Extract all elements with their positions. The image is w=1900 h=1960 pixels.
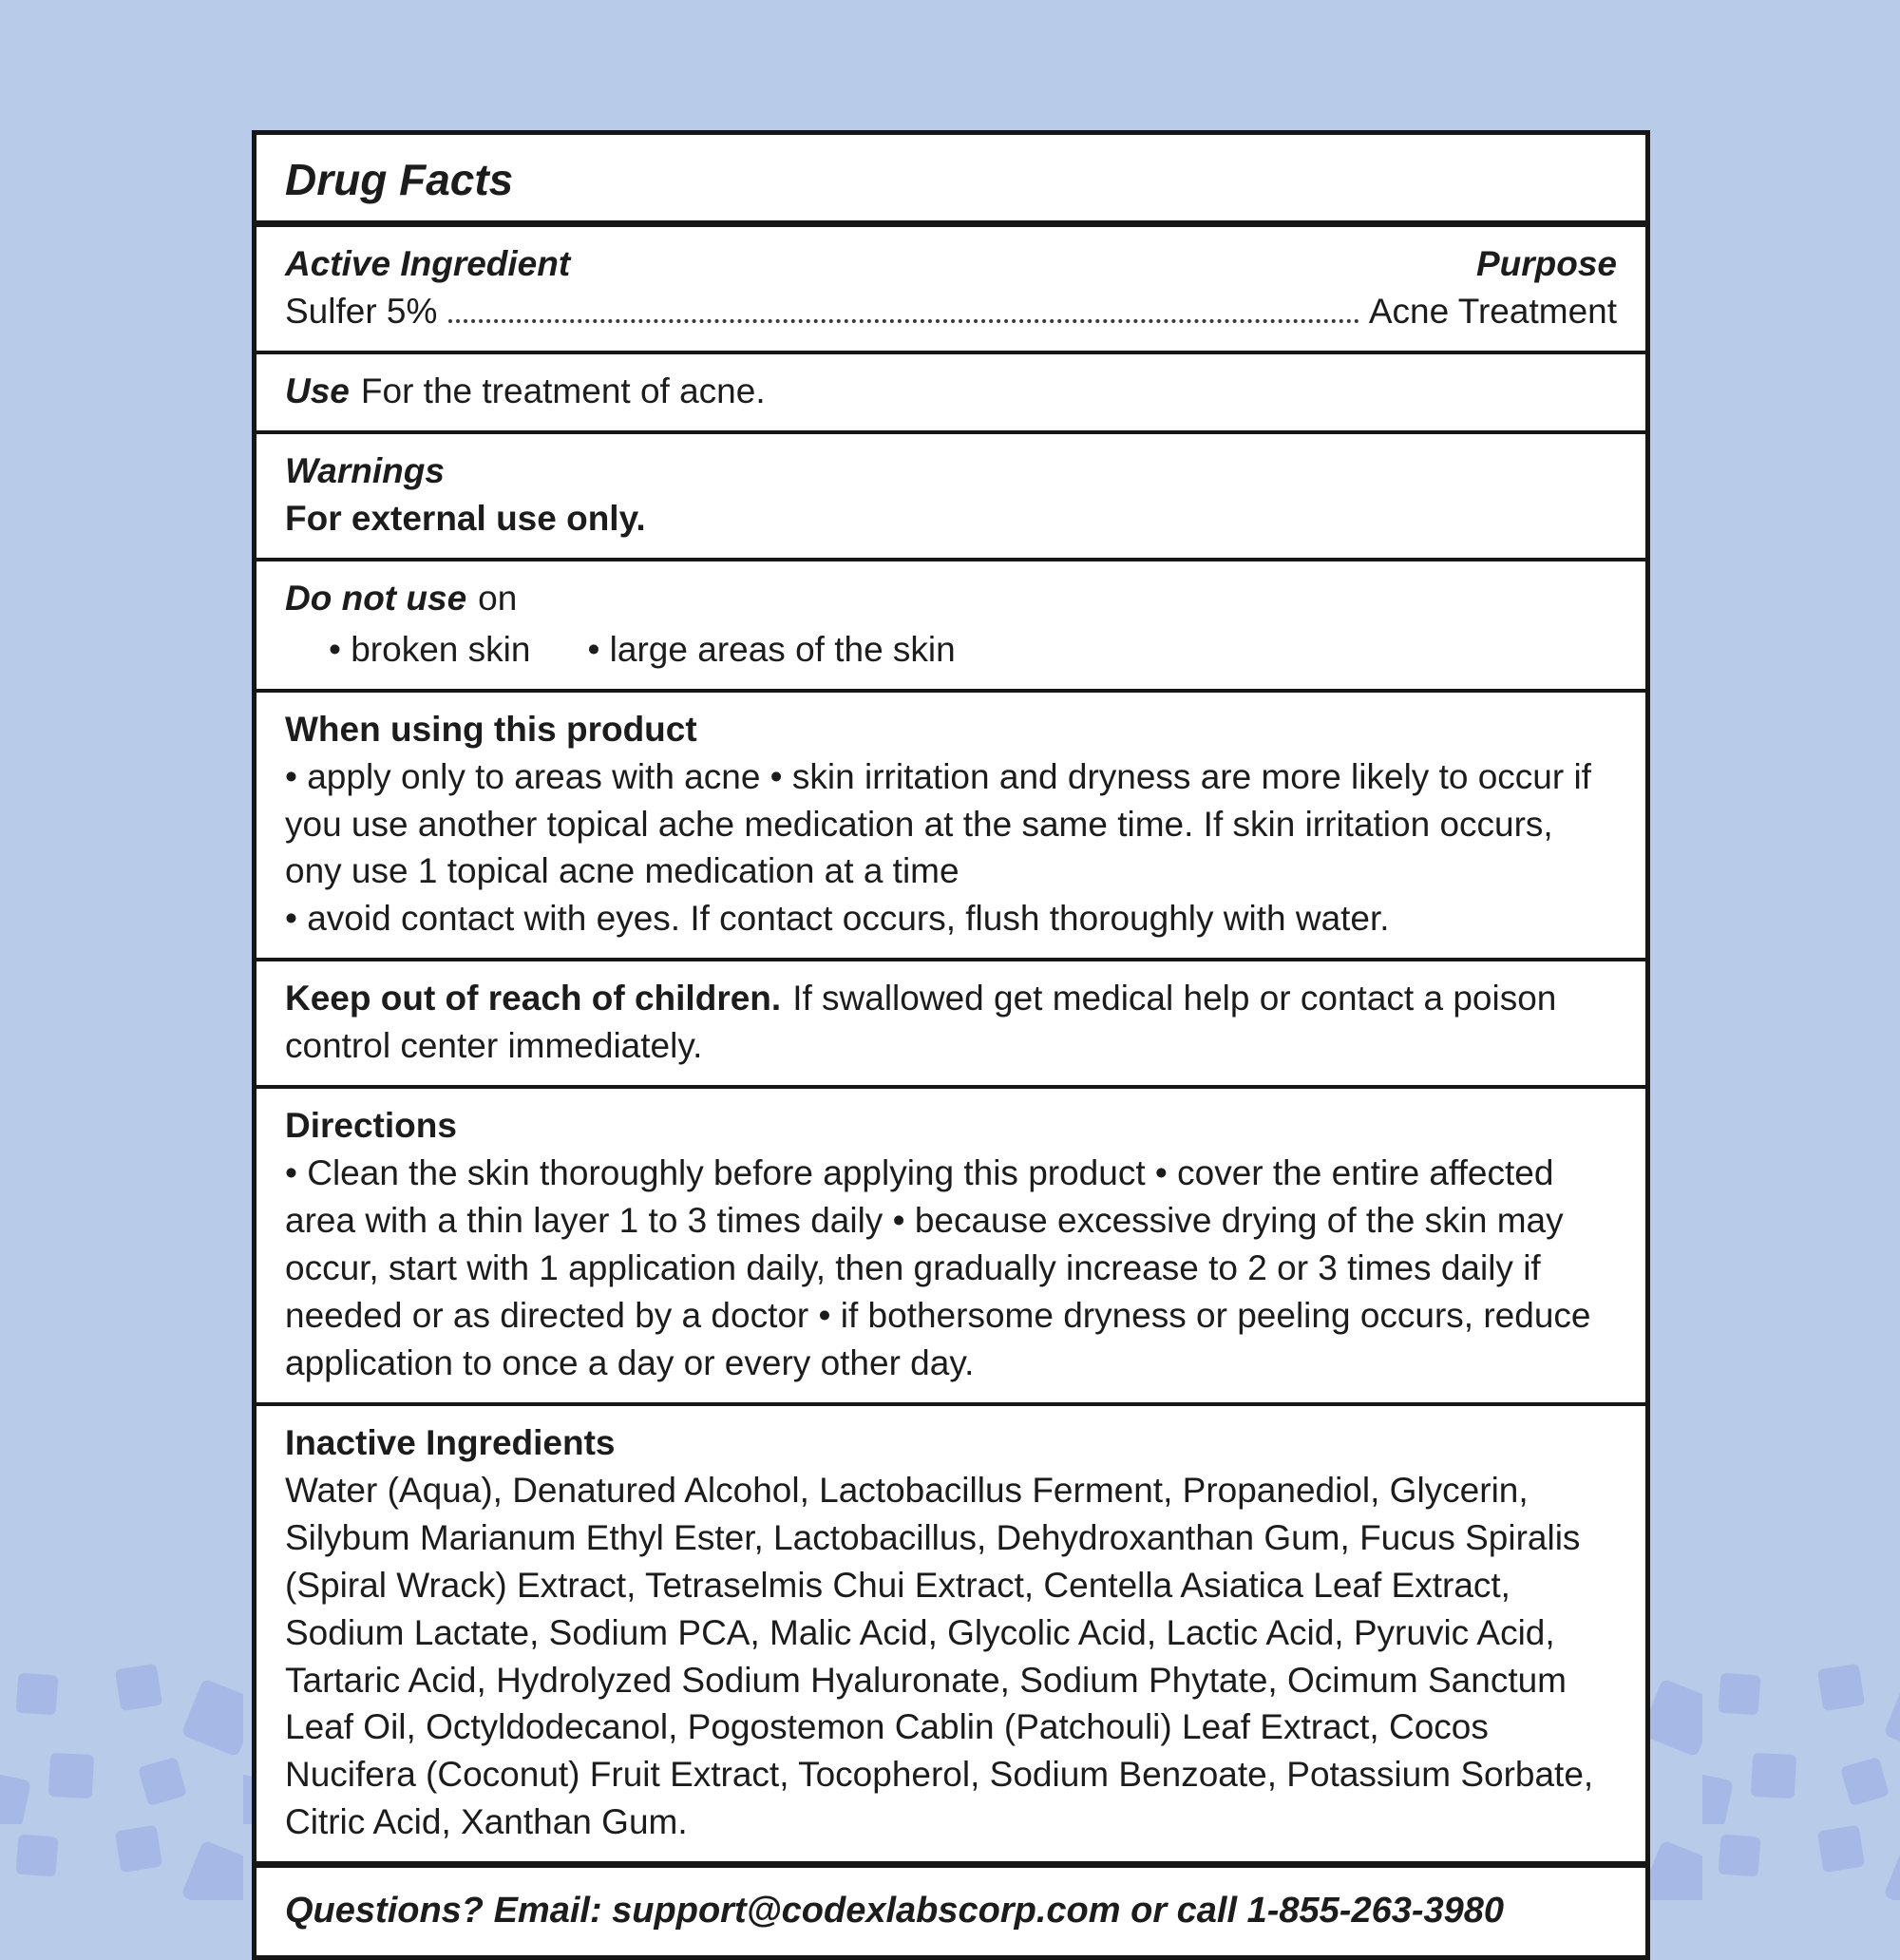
do-not-use-item: • large areas of the skin [587,629,956,669]
when-using-section [256,689,1645,959]
directions-section [256,1085,1645,1402]
directions-text: • Clean the skin thoroughly before applying this product • cover the entire affected area with a thin layer 1 to 3 times daily • because excessive drying of the skin may occur, start with 1 application daily, then gradually increase to 2 or 3 times daily if needed or as directed by a doctor • if bothersome dryness or peeling occurs, reduce application to once a day or every other day. [285,1153,1591,1382]
use-heading: Use [285,371,350,410]
when-using-paragraph: • avoid contact with eyes. If contact occurs, flush thoroughly with water. [285,899,1390,939]
active-ingredient-heading: Active Ingredient [285,244,571,284]
do-not-use-item: • broken skin [329,629,531,669]
dotted-leader [448,319,1358,323]
keep-out-text: If swallowed get medical help or contact a poison control center immediately. [285,979,1557,1066]
drug-facts-title: Drug Facts [285,155,514,204]
active-ingredient-name: Sulfer 5% [285,292,438,332]
warnings-heading: Warnings [285,450,445,490]
do-not-use-heading: Do not use [285,578,467,618]
questions-section [256,1861,1645,1954]
inactive-ingredients-text: Water (Aqua), Denatured Alcohol, Lactobacillus Ferment, Propanediol, Glycerin, Silybum Marianum Ethyl Ester, Lactobacillus, Dehydroxanthan Gum, Fucus Spiralis (Spiral Wrack) Extract, Tetraselmis Chui Extract, Centella Asiatica Leaf Extract, Sodium Lactate, Sodium PCA, Malic Acid, Glycolic Acid, Lactic Acid, Pyruvic Acid, Tartaric Acid, Hydrolyzed Sodium Hyaluronate, Sodium Phytate, Ocimum Sanctum Leaf Oil, Octyldodecanol, Pogostemon Cablin (Patchouli) Leaf Extract, Cocos Nucifera (Coconut) Fruit Extract, Tocopherol, Sodium Benzoate, Potassium Sorbate, Citric Acid, Xanthan Gum. [285,1470,1594,1842]
directions-heading: Directions [285,1106,457,1146]
inactive-ingredients-heading: Inactive Ingredients [285,1422,616,1462]
use-section [256,351,1645,430]
do-not-use-list [285,626,1617,674]
active-ingredient-row [285,288,1617,335]
drug-facts-label [252,130,1650,1960]
active-ingredient-section [256,220,1645,351]
when-using-paragraph: • apply only to areas with acne • skin irritation and dryness are more likely to occur if you use another topical ache medication at the same time. If skin irritation occurs, ony use 1 topical acne medication at a time [285,756,1591,891]
warnings-section [256,430,1645,558]
purpose-heading: Purpose [1475,244,1617,284]
use-text: For the treatment of acne. [360,371,766,410]
do-not-use-section [256,558,1645,689]
keep-out-heading: Keep out of reach of children. [285,979,782,1018]
keep-out-section [256,958,1645,1085]
warnings-emphasis: For external use only. [285,498,646,538]
purpose-value: Acne Treatment [1368,292,1617,332]
drug-facts-title-section [256,135,1645,220]
when-using-heading: When using this product [285,709,697,749]
do-not-use-suffix: on [478,578,518,618]
questions-text: Questions? Email: support@codexlabscorp.com or call 1-855-263-3980 [285,1891,1505,1931]
inactive-ingredients-section [256,1402,1645,1861]
